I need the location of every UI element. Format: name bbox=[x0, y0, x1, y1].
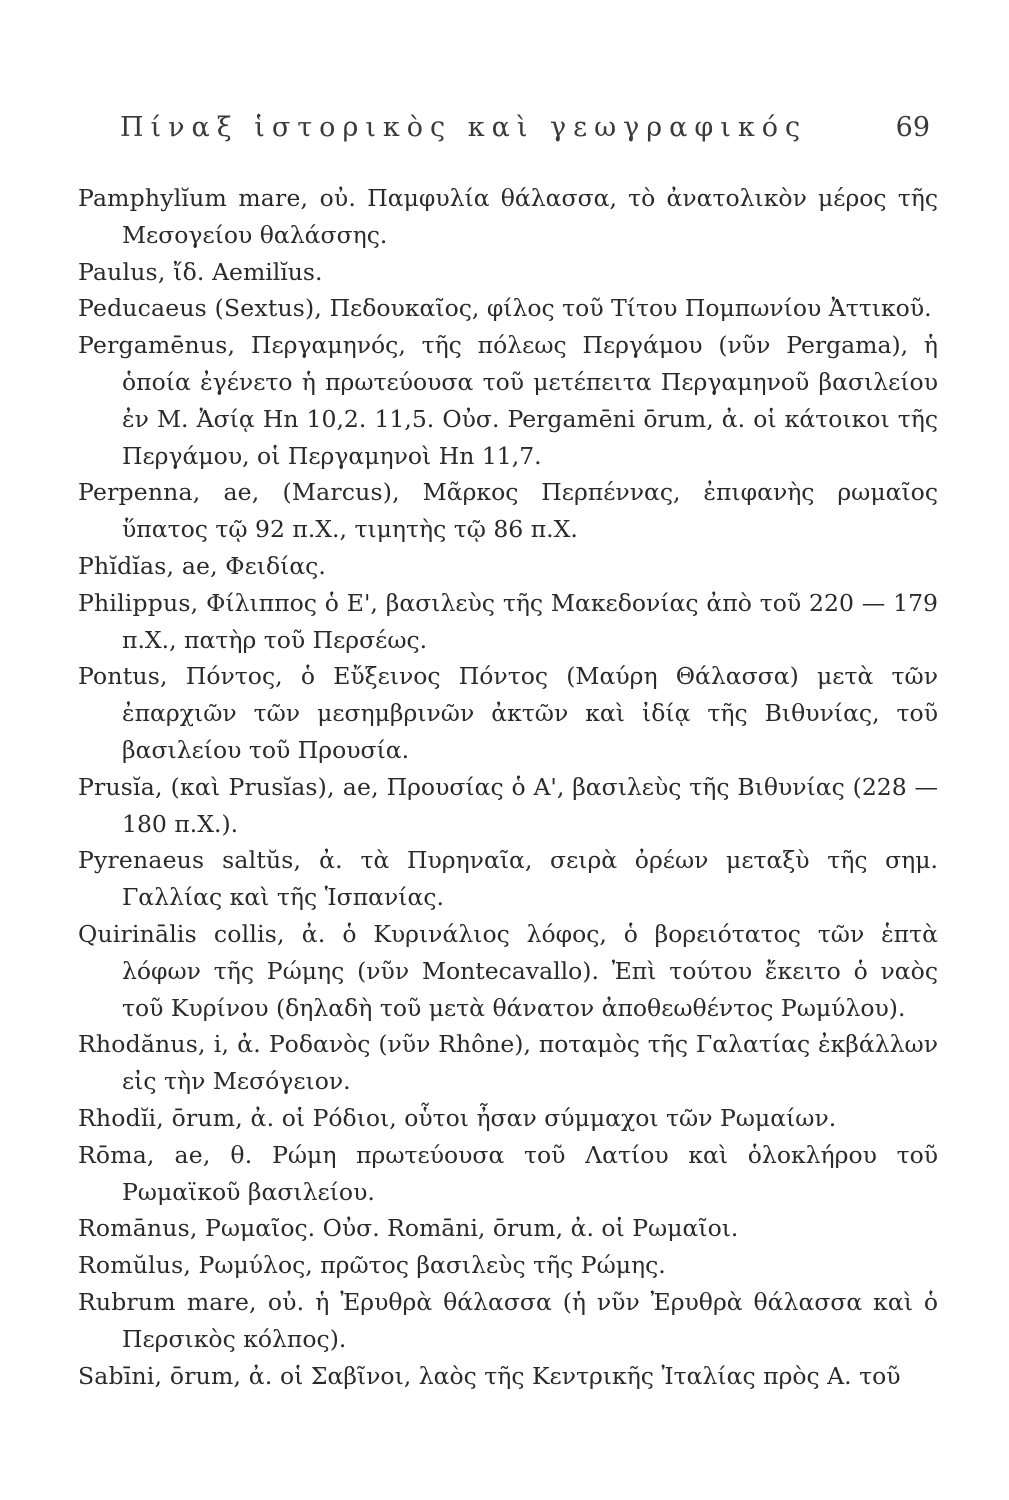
entry-definition: Φίλιππος ὁ Ε', βασιλεὺς τῆς Μακεδονίας ἀπὸ τοῦ 220 — 179 π.Χ., πατὴρ τοῦ Περσέως. bbox=[122, 588, 938, 654]
entry-headword: Peducaeus (Sextus), bbox=[78, 294, 323, 323]
running-head: Πίναξ ἱστορικὸς καὶ γεωγραφικός bbox=[120, 112, 808, 143]
glossary-entries bbox=[78, 180, 938, 1394]
glossary-entry bbox=[78, 1247, 938, 1284]
entry-headword: Pontus, bbox=[78, 662, 168, 691]
entry-definition: Ρωμύλος, πρῶτος βασιλεὺς τῆς Ρώμης. bbox=[191, 1251, 666, 1280]
entry-headword: Rubrum mare, οὐ. bbox=[78, 1287, 305, 1316]
entry-headword: Rōma, ae, θ. bbox=[78, 1140, 253, 1169]
entry-headword: Pyrenaeus saltŭs, ἀ. bbox=[78, 846, 343, 875]
entry-definition: Πόντος, ὁ Εὔξεινος Πόντος (Μαύρη Θάλασσα) μετὰ τῶν ἐπαρχιῶν τῶν μεσημβρινῶν ἀκτῶν καὶ ἰδίᾳ τῆς Βιθυνίας, τοῦ βασιλείου τοῦ Προυσία. bbox=[122, 662, 938, 764]
entry-headword: Phĭdĭas, ae, bbox=[78, 551, 218, 580]
entry-definition: Aemilĭus. bbox=[204, 257, 323, 286]
entry-definition: Μᾶρκος Περπέννας, ἐπιφανὴς ρωμαῖος ὕπατος τῷ 92 π.Χ., τιμητὴς τῷ 86 π.Χ. bbox=[122, 478, 938, 544]
glossary-entry bbox=[78, 585, 938, 659]
entry-definition: τὰ Πυρηναῖα, σειρὰ ὀρέων μεταξὺ τῆς σημ. Γαλλίας καὶ τῆς Ἱσπανίας. bbox=[122, 846, 939, 912]
entry-headword: Philippus, bbox=[78, 588, 199, 617]
entry-definition: Περγαμηνός, τῆς πόλεως Περγάμου (νῦν Pergama), ἡ ὁποία ἐγένετο ἡ πρωτεύουσα τοῦ μετέπειτα Περγαμηνοῦ βασιλείου ἐν Μ. Ἀσίᾳ Hn 10,2. 11,5. Οὐσ. Pergamēni ōrum, ἀ. οἱ κάτοικοι τῆς Περγάμου, οἱ Περγαμηνοὶ Hn 11,7. bbox=[122, 331, 938, 470]
glossary-entry bbox=[78, 474, 938, 548]
entry-definition: Ροδανὸς (νῦν Rhône), ποταμὸς τῆς Γαλατίας ἐκβάλλων εἰς τὴν Μεσόγειον. bbox=[122, 1030, 938, 1096]
entry-headword: Rhodănus, i, ἀ. bbox=[78, 1030, 261, 1059]
entry-definition: Ρωμαῖος. Οὐσ. Romāni, ōrum, ἀ. οἱ Ρωμαῖοι. bbox=[197, 1214, 739, 1243]
glossary-entry bbox=[78, 1137, 938, 1211]
glossary-entry bbox=[78, 290, 938, 327]
entry-headword: Pamphylĭum mare, οὐ. bbox=[78, 184, 357, 212]
glossary-entry bbox=[78, 1358, 938, 1395]
glossary-entry bbox=[78, 1026, 938, 1100]
entry-headword: Prusĭa, (καὶ Prusĭas), ae, bbox=[78, 772, 379, 801]
glossary-entry bbox=[78, 1284, 938, 1358]
entry-headword: Perpenna, ae, (Marcus), bbox=[78, 478, 400, 507]
glossary-entry bbox=[78, 658, 938, 768]
entry-definition: ἡ Ἐρυθρὰ θάλασσα (ἡ νῦν Ἐρυθρὰ θάλασσα καὶ ὁ Περσικὸς κόλπος). bbox=[122, 1287, 938, 1353]
entry-headword: Pergamēnus, bbox=[78, 331, 236, 360]
glossary-entry bbox=[78, 916, 938, 1026]
entry-headword: Romānus, bbox=[78, 1214, 198, 1243]
entry-definition: Παμφυλία θάλασσα, τὸ ἀνατολικὸν μέρος τῆς Μεσογείου θαλάσσης. bbox=[122, 184, 938, 249]
entry-headword: Paulus, ἴδ. bbox=[78, 257, 205, 286]
entry-definition: οἱ Ρόδιοι, οὗτοι ἦσαν σύμμαχοι τῶν Ρωμαίων. bbox=[274, 1103, 837, 1132]
glossary-entry bbox=[78, 327, 938, 474]
entry-definition: ὁ Κυρινάλιος λόφος, ὁ βορειότατος τῶν ἑπτὰ λόφων τῆς Ρώμης (νῦν Montecavallo). Ἐπὶ τούτου ἔκειτο ὁ ναὸς τοῦ Κυρίνου (δηλαδὴ τοῦ μετὰ θάνατον ἀποθεωθέντος Ρωμύλου). bbox=[122, 919, 938, 1022]
entry-headword: Quirinālis collis, ἀ. bbox=[78, 919, 326, 948]
entry-definition: Προυσίας ὁ Α', βασιλεὺς τῆς Βιθυνίας (228 — 180 π.Χ.). bbox=[122, 772, 939, 838]
entry-headword: Romŭlus, bbox=[78, 1251, 192, 1280]
page-number: 69 bbox=[895, 112, 930, 143]
entry-headword: Rhodĭi, ōrum, ἀ. bbox=[78, 1103, 275, 1132]
glossary-entry bbox=[78, 254, 938, 291]
glossary-entry bbox=[78, 842, 938, 916]
entry-definition: Ρώμη πρωτεύουσα τοῦ Λατίου καὶ ὁλοκλήρου τοῦ Ρωμαϊκοῦ βασιλείου. bbox=[122, 1140, 938, 1206]
glossary-entry bbox=[78, 1100, 938, 1137]
glossary-entry bbox=[78, 180, 938, 254]
entry-definition: οἱ Σαβῖνοι, λαὸς τῆς Κεντρικῆς Ἰταλίας πρὸς Α. τοῦ bbox=[272, 1361, 901, 1390]
entry-definition: Φειδίας. bbox=[217, 551, 326, 580]
entry-definition: Πεδουκαῖος, φίλος τοῦ Τίτου Πομπωνίου Ἀττικοῦ. bbox=[322, 294, 932, 323]
glossary-entry bbox=[78, 1210, 938, 1247]
glossary-entry bbox=[78, 548, 938, 585]
glossary-entry bbox=[78, 769, 938, 843]
page-header bbox=[120, 112, 930, 152]
entry-headword: Sabīni, ōrum, ἀ. bbox=[78, 1361, 273, 1390]
